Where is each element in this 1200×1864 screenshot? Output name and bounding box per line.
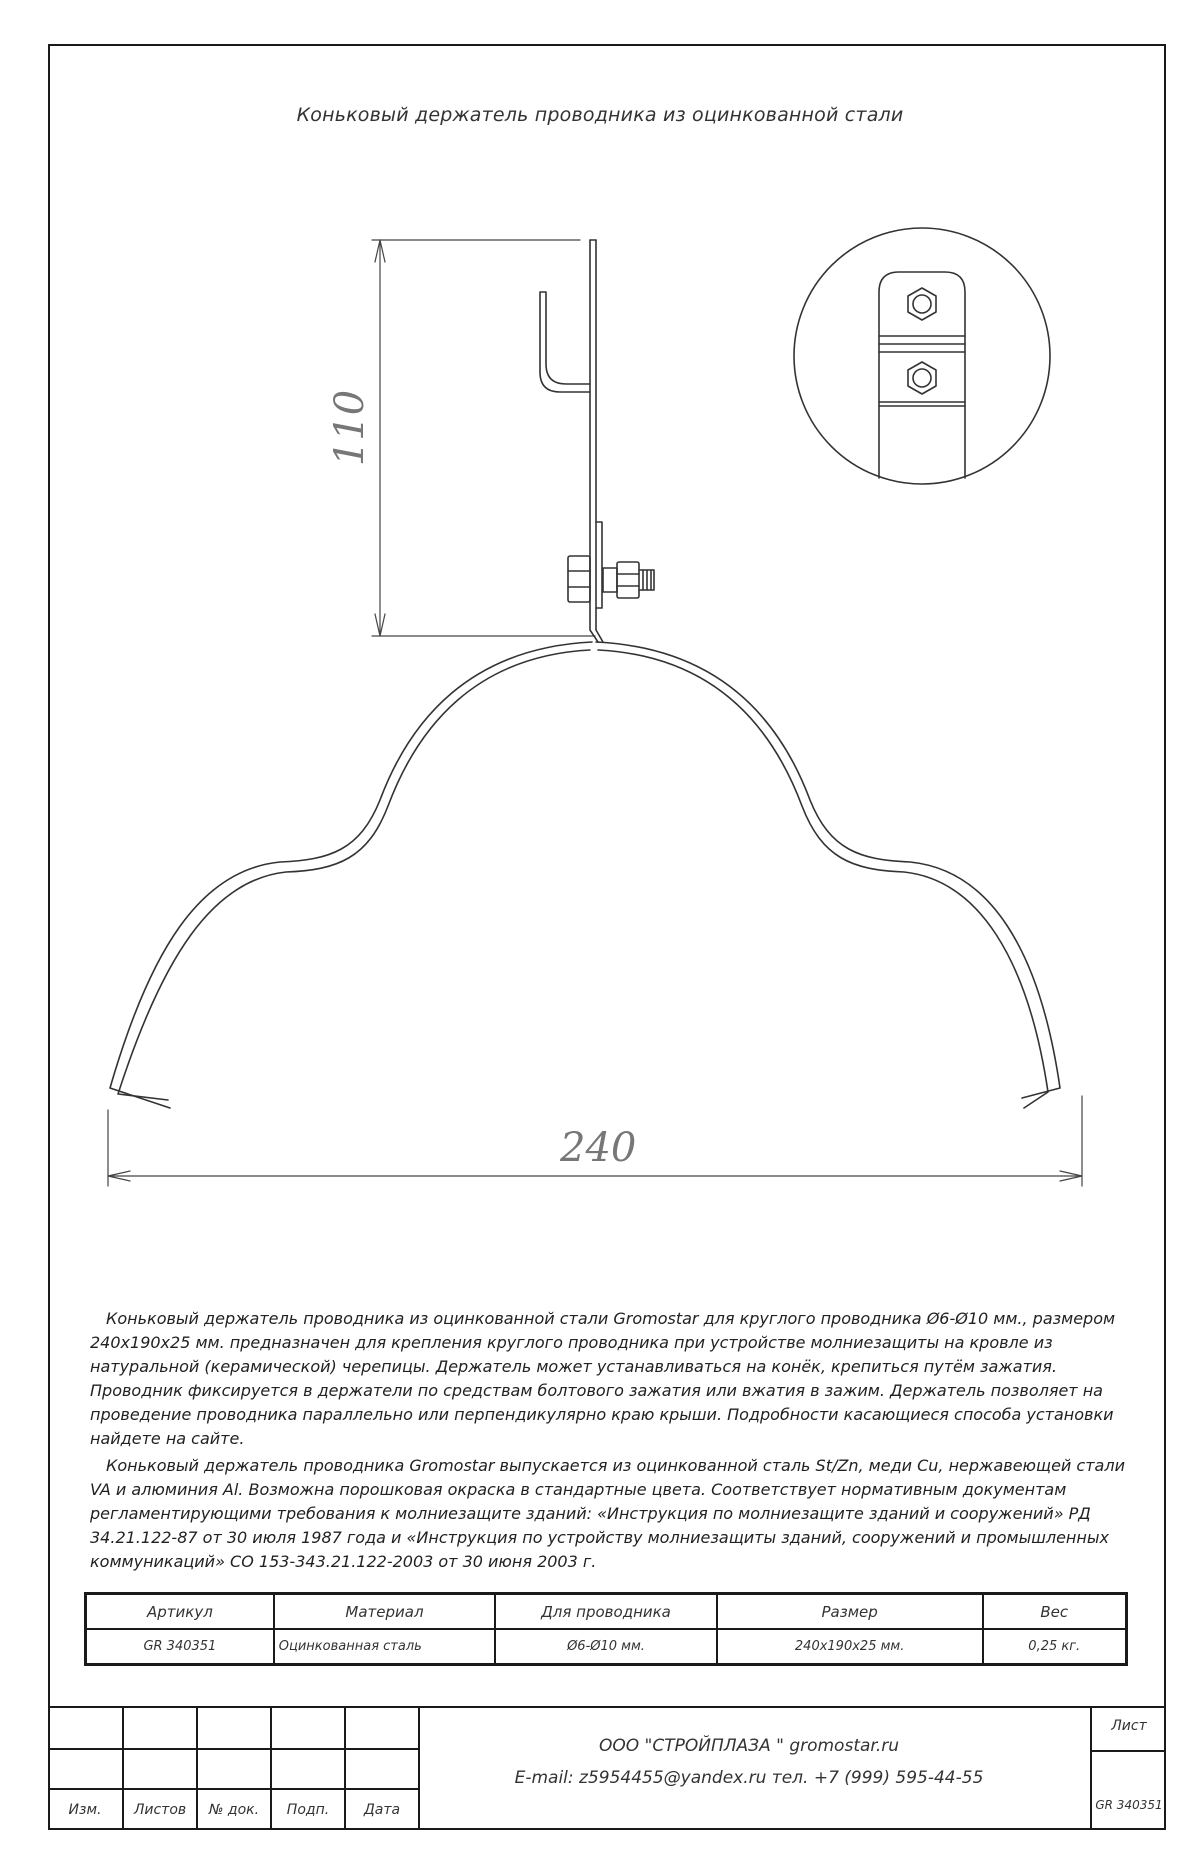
stamp-cell-empty [48,1748,124,1788]
stamp-label-signature: Подп. [272,1788,346,1830]
stamp-label-doc-number: № док. [198,1788,272,1830]
stamp-cell-empty [272,1748,346,1788]
stamp-label-change: Изм. [48,1788,124,1830]
drawing-title: Коньковый держатель проводника из оцинкованной стали [296,104,904,126]
spec-cell-size: 240х190х25 мм. [717,1629,983,1665]
stamp-cell-empty [48,1706,124,1748]
stamp-cell-empty [124,1748,198,1788]
spec-header-weight: Вес [983,1594,1127,1630]
description-paragraph-1 [90,1307,1130,1451]
spec-table [84,1592,1128,1666]
stamp-cell-empty [124,1706,198,1748]
holder-plate [590,240,603,642]
stamp-cell-empty [346,1706,420,1748]
spec-header-material: Материал [274,1594,495,1630]
spec-cell-article: GR 340351 [86,1629,274,1665]
sheet-label: Лист [1111,1718,1147,1734]
stamp-sheet-divider [1092,1750,1166,1752]
spec-header-article: Артикул [86,1594,274,1630]
stamp-cell-empty [346,1748,420,1788]
spec-cell-weight: 0,25 кг. [983,1629,1127,1665]
spec-cell-conductor: Ø6-Ø10 мм. [495,1629,716,1665]
bolt-assembly [568,556,654,602]
stamp-label-date: Дата [346,1788,420,1830]
stamp-cell-empty [272,1706,346,1748]
table-row [86,1629,1127,1665]
height-dimension-line [372,240,595,636]
description-text-2: Коньковый держатель проводника Gromostar выпускается из оцинкованной сталь St/Zn, меди Cu, нержавеющей стали VA и алюминия Al. Возможна порошковая окраска в стандартные цвета. Соответствует нормативным документам регламентирующими требования к молниезащите зданий: «Инструкция по молниезащите зданий и сооружений» РД 34.21.122-87 от 30 июля 1987 года и «Инструкция по устройству молниезащиты зданий, сооружений и промышленных коммуникаций» СО 153-343.21.122-2003 от 30 июня 2003 г. [90,1456,1125,1571]
company-name: ООО "СТРОЙПЛАЗА " gromostar.ru [599,1736,899,1756]
stamp-cell-empty [198,1748,272,1788]
company-contacts: E-mail: z5954455@yandex.ru тел. +7 (999) 595-44-55 [514,1768,984,1788]
stamp-cell-empty [198,1706,272,1748]
height-dimension-label: 110 [327,389,374,467]
spec-cell-material: Оцинкованная сталь [274,1629,495,1665]
description-paragraph-2 [90,1454,1130,1574]
detail-view-circle [794,228,1050,484]
ridge-arch-band [110,642,1060,1108]
title-block [48,1706,1166,1830]
width-dimension-label: 240 [560,1125,637,1171]
spec-header-size: Размер [717,1594,983,1630]
spec-header-conductor: Для проводника [495,1594,716,1630]
sheet-code: GR 340351 [1095,1798,1163,1812]
stamp-label-sheets: Листов [124,1788,198,1830]
description-text-1: Коньковый держатель проводника из оцинкованной стали Gromostar для круглого проводника Ø6-Ø10 мм., размером 240х190х25 мм. предназначен для крепления круглого проводника при устройстве молниезащиты на кровле из натуральной (керамической) черепицы. Держатель может устанавливаться на конёк, крепиться путём зажатия. Проводник фиксируется в держатели по средствам болтового зажатия или вжатия в зажим. Держатель позволяет на проведение проводника параллельно или перпендикулярно краю крыши. Подробности касающиеся способа установки найдете на сайте. [90,1309,1116,1448]
clamp-wire [540,292,590,392]
spec-table-header-row [86,1594,1127,1630]
